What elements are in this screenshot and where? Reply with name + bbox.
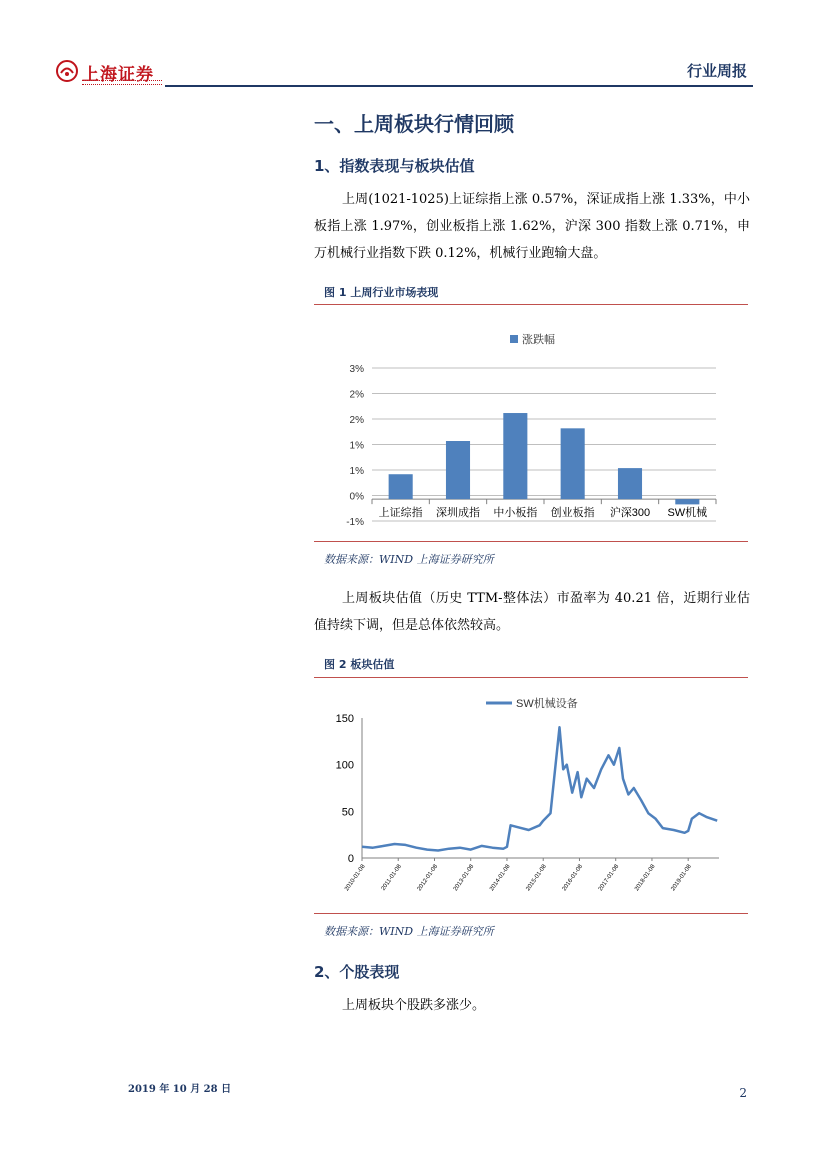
y-tick-label: 2% — [349, 389, 364, 401]
y-tick-label: 2% — [349, 415, 364, 426]
subsection-title-1: 1、指数表现与板块估值 — [314, 157, 475, 175]
figure-1-source: 数据来源：WIND 上海证券研究所 — [324, 553, 494, 566]
figure-2-bottom-rule — [314, 913, 748, 914]
x-tick-label: 2017-01-08 — [597, 863, 621, 893]
bar-chart — [314, 320, 748, 530]
legend-label: 涨跌幅 — [522, 334, 555, 346]
header-rule — [165, 85, 753, 87]
figure-2-top-rule — [314, 677, 748, 678]
bar — [561, 428, 585, 499]
footer-date: 2019 年 10 月 28 日 — [128, 1084, 232, 1095]
report-type: 行业周报 — [686, 62, 747, 80]
bar — [618, 468, 642, 499]
legend-label: SW机械设备 — [516, 698, 578, 710]
x-tick-label: 2019-01-08 — [670, 863, 693, 893]
x-tick-label: 2013-01-08 — [452, 863, 476, 893]
series-line — [362, 727, 717, 850]
section-title: 一、上周板块行情回顾 — [314, 112, 514, 136]
paragraph-index-performance: 上周(1021-1025)上证综指上涨 0.57%，深证成指上涨 1.33%，中小板指上涨 1.97%，创业板指上涨 1.62%，沪深 300 指数上涨 0.71%，申万机械行业指数下跌 0.12%，机械行业跑输大盘。 — [314, 192, 750, 261]
figure-1-title: 图 1 上周行业市场表现 — [324, 286, 439, 299]
x-category-label: 中小板指 — [493, 507, 538, 519]
y-tick-label: 1% — [349, 440, 364, 452]
x-category-label: 沪深300 — [609, 507, 651, 519]
figure-1-top-rule — [314, 304, 748, 305]
x-tick-label: 2011-01-08 — [380, 863, 403, 892]
company-logo — [56, 60, 156, 90]
bar-chart-svg — [314, 320, 748, 530]
bar — [389, 474, 413, 499]
x-tick-label: 2012-01-08 — [416, 863, 440, 893]
page-number: 2 — [739, 1086, 747, 1100]
x-tick-label: 2018-01-08 — [634, 863, 657, 893]
bar — [675, 499, 699, 504]
line-chart — [314, 690, 748, 905]
x-category-label: 上证综指 — [378, 507, 423, 519]
x-category-label: 深圳成指 — [436, 507, 480, 519]
bar — [503, 413, 527, 499]
figure-2-title: 图 2 板块估值 — [324, 658, 395, 671]
bar — [446, 441, 470, 499]
legend-swatch — [510, 335, 518, 343]
y-tick-label: 0 — [347, 853, 354, 865]
x-category-label: 创业板指 — [550, 507, 595, 519]
x-category-label: SW机械 — [667, 507, 708, 519]
y-tick-label: 50 — [341, 806, 354, 819]
figure-1-bottom-rule — [314, 541, 748, 542]
paragraph-stocks: 上周板块个股跌多涨少。 — [342, 998, 486, 1013]
x-tick-label: 2010-01-08 — [344, 863, 367, 893]
y-tick-label: 0% — [349, 491, 364, 503]
y-tick-label: 1% — [349, 466, 364, 477]
x-tick-label: 2016-01-08 — [561, 863, 585, 893]
y-tick-label: -1% — [346, 517, 364, 528]
paragraph-valuation: 上周板块估值（历史 TTM-整体法）市盈率为 40.21 倍，近期行业估值持续下调，但是总体依然较高。 — [314, 591, 750, 633]
y-tick-label: 150 — [335, 713, 354, 725]
logo-underline — [82, 80, 162, 85]
x-tick-label: 2014-01-08 — [489, 863, 512, 893]
figure-2-source: 数据来源：WIND 上海证券研究所 — [324, 925, 494, 938]
y-tick-label: 3% — [349, 364, 364, 375]
x-tick-label: 2015-01-08 — [525, 863, 548, 893]
logo-name: 上海证券 — [82, 65, 154, 85]
line-chart-svg — [314, 690, 748, 905]
logo-emblem-icon — [56, 60, 78, 82]
y-tick-label: 100 — [335, 759, 354, 772]
subsection-title-2: 2、个股表现 — [314, 963, 400, 981]
